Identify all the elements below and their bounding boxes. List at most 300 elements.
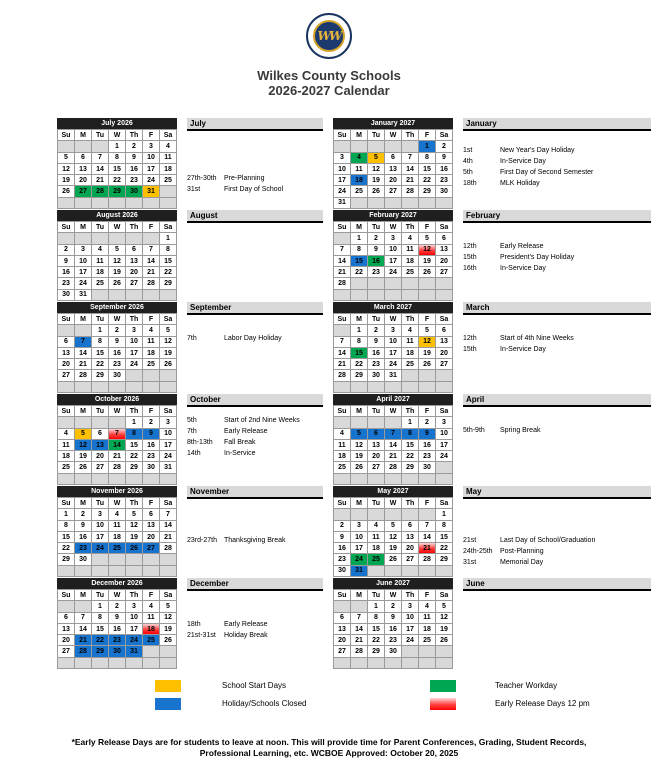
day-cell: 31 — [126, 646, 142, 656]
day-cell: 2 — [368, 325, 384, 335]
day-of-week-header: M — [75, 498, 91, 508]
day-cell: 15 — [351, 256, 367, 266]
empty-day-cell — [160, 474, 176, 484]
day-cell: 11 — [419, 613, 435, 623]
event-description: Start of 4th Nine Weeks — [500, 335, 574, 342]
empty-day-cell — [385, 474, 401, 484]
day-cell: 6 — [143, 509, 159, 519]
day-cell: 9 — [436, 153, 452, 163]
day-cell: 10 — [126, 613, 142, 623]
day-cell: 4 — [143, 601, 159, 611]
empty-day-cell — [402, 566, 418, 576]
day-of-week-header: Sa — [160, 130, 176, 140]
empty-day-cell — [368, 417, 384, 427]
day-cell: 22 — [402, 451, 418, 461]
day-cell: 9 — [126, 153, 142, 163]
day-cell: 2 — [58, 245, 74, 255]
day-cell: 17 — [436, 440, 452, 450]
day-cell: 13 — [143, 521, 159, 531]
empty-day-cell — [92, 233, 108, 243]
day-cell: 19 — [75, 451, 91, 461]
legend — [0, 678, 658, 718]
empty-day-cell — [143, 658, 159, 668]
day-cell: 6 — [368, 429, 384, 439]
day-of-week-header: Th — [126, 314, 142, 324]
day-cell: 31 — [385, 370, 401, 380]
day-cell: 12 — [126, 521, 142, 531]
day-cell: 26 — [160, 635, 176, 645]
day-cell: 3 — [143, 141, 159, 151]
empty-day-cell — [75, 233, 91, 243]
month-calendar — [333, 118, 453, 210]
day-cell: 21 — [419, 543, 435, 553]
day-cell: 15 — [402, 440, 418, 450]
day-cell: 24 — [334, 186, 350, 196]
event-description: New Year's Day Holiday — [500, 147, 575, 154]
empty-day-cell — [351, 417, 367, 427]
day-cell: 3 — [126, 601, 142, 611]
day-cell: 9 — [368, 337, 384, 347]
empty-day-cell — [58, 233, 74, 243]
month-day-grid — [57, 221, 177, 301]
empty-day-cell — [368, 566, 384, 576]
day-cell: 7 — [143, 245, 159, 255]
month-events-heading: December — [187, 578, 323, 591]
empty-day-cell — [126, 474, 142, 484]
day-of-week-header: Sa — [160, 406, 176, 416]
footer-line-2: Professional Learning, etc. WCBOE Approved: October 20, 2025 — [199, 748, 459, 758]
day-cell: 21 — [402, 175, 418, 185]
day-cell: 3 — [402, 601, 418, 611]
empty-day-cell — [334, 325, 350, 335]
day-cell: 26 — [109, 278, 125, 288]
day-cell: 3 — [351, 521, 367, 531]
day-of-week-header: F — [419, 314, 435, 324]
day-cell: 20 — [436, 348, 452, 358]
day-of-week-header: M — [75, 406, 91, 416]
page-title — [0, 68, 658, 98]
day-cell: 13 — [385, 164, 401, 174]
day-of-week-header: Sa — [436, 406, 452, 416]
day-cell: 25 — [58, 462, 74, 472]
empty-day-cell — [402, 198, 418, 208]
day-cell: 3 — [385, 233, 401, 243]
empty-day-cell — [385, 141, 401, 151]
day-cell: 10 — [402, 613, 418, 623]
day-of-week-header: W — [109, 314, 125, 324]
day-cell: 22 — [368, 635, 384, 645]
day-cell: 8 — [126, 429, 142, 439]
day-cell: 12 — [419, 245, 435, 255]
day-cell: 13 — [75, 164, 91, 174]
event-date: 7th — [187, 335, 197, 342]
empty-day-cell — [368, 290, 384, 300]
day-of-week-header: F — [143, 314, 159, 324]
event-description: Start of 2nd Nine Weeks — [224, 417, 300, 424]
month-events-heading: March — [463, 302, 651, 315]
month-day-grid — [57, 497, 177, 577]
empty-day-cell — [334, 233, 350, 243]
day-cell: 27 — [58, 646, 74, 656]
event-line — [187, 632, 268, 639]
day-cell: 26 — [419, 267, 435, 277]
day-cell: 27 — [143, 543, 159, 553]
empty-day-cell — [436, 474, 452, 484]
day-cell: 15 — [160, 256, 176, 266]
empty-day-cell — [109, 658, 125, 668]
empty-day-cell — [126, 198, 142, 208]
day-cell: 15 — [368, 624, 384, 634]
day-cell: 4 — [143, 325, 159, 335]
empty-day-cell — [419, 290, 435, 300]
empty-day-cell — [160, 566, 176, 576]
day-cell: 23 — [109, 635, 125, 645]
day-of-week-header: Th — [402, 222, 418, 232]
month-calendar — [57, 302, 177, 394]
month-day-grid — [57, 313, 177, 393]
day-cell: 8 — [436, 521, 452, 531]
empty-day-cell — [92, 417, 108, 427]
day-cell: 25 — [334, 462, 350, 472]
empty-day-cell — [334, 601, 350, 611]
event-line — [187, 335, 282, 342]
day-cell: 24 — [126, 635, 142, 645]
month-events — [187, 394, 323, 486]
event-description: In-Service Day — [500, 158, 546, 165]
event-description: Thanksgiving Break — [224, 537, 286, 544]
day-cell: 22 — [58, 543, 74, 553]
day-of-week-header: Su — [58, 314, 74, 324]
day-of-week-header: Sa — [160, 314, 176, 324]
day-cell: 21 — [334, 267, 350, 277]
day-of-week-header: Su — [58, 590, 74, 600]
legend-swatch-green — [430, 680, 456, 692]
month-title: February 2027 — [333, 210, 453, 221]
day-cell: 13 — [436, 245, 452, 255]
day-cell: 3 — [436, 417, 452, 427]
empty-day-cell — [92, 554, 108, 564]
day-cell: 3 — [92, 509, 108, 519]
day-cell: 25 — [351, 186, 367, 196]
day-cell: 12 — [58, 164, 74, 174]
day-cell: 26 — [368, 186, 384, 196]
day-of-week-header: M — [75, 314, 91, 324]
event-description: In-Service — [224, 450, 256, 457]
event-line — [463, 335, 574, 342]
day-cell: 9 — [334, 532, 350, 542]
day-cell: 19 — [109, 267, 125, 277]
day-cell: 31 — [334, 198, 350, 208]
day-cell: 8 — [419, 153, 435, 163]
day-cell: 8 — [160, 245, 176, 255]
day-cell: 15 — [92, 624, 108, 634]
legend-swatch-yellow — [155, 680, 181, 692]
day-cell: 27 — [75, 186, 91, 196]
day-cell: 13 — [334, 624, 350, 634]
month-events-heading: November — [187, 486, 323, 499]
day-cell: 8 — [351, 245, 367, 255]
empty-day-cell — [436, 566, 452, 576]
empty-day-cell — [109, 566, 125, 576]
empty-day-cell — [368, 658, 384, 668]
day-cell: 7 — [75, 337, 91, 347]
empty-day-cell — [109, 233, 125, 243]
day-cell: 16 — [58, 267, 74, 277]
empty-day-cell — [436, 646, 452, 656]
day-of-week-header: Su — [334, 222, 350, 232]
day-cell: 19 — [436, 624, 452, 634]
empty-day-cell — [351, 278, 367, 288]
day-cell: 26 — [126, 543, 142, 553]
empty-day-cell — [92, 290, 108, 300]
empty-day-cell — [58, 601, 74, 611]
day-of-week-header: Th — [126, 130, 142, 140]
day-cell: 30 — [75, 554, 91, 564]
day-cell: 7 — [334, 337, 350, 347]
day-cell: 31 — [160, 462, 176, 472]
day-cell: 26 — [351, 462, 367, 472]
event-description: MLK Holiday — [500, 180, 540, 187]
day-cell: 11 — [402, 245, 418, 255]
empty-day-cell — [126, 566, 142, 576]
empty-day-cell — [143, 198, 159, 208]
empty-day-cell — [351, 141, 367, 151]
empty-day-cell — [143, 474, 159, 484]
day-cell: 30 — [419, 462, 435, 472]
day-cell: 23 — [109, 359, 125, 369]
day-of-week-header: Th — [402, 406, 418, 416]
day-of-week-header: Sa — [436, 590, 452, 600]
day-cell: 4 — [402, 233, 418, 243]
empty-day-cell — [109, 554, 125, 564]
empty-day-cell — [126, 370, 142, 380]
event-description: Fall Break — [224, 439, 256, 446]
day-cell: 10 — [436, 429, 452, 439]
day-cell: 15 — [58, 532, 74, 542]
day-of-week-header: M — [351, 498, 367, 508]
logo-ww-monogram: WW — [313, 20, 345, 52]
day-of-week-header: Sa — [436, 222, 452, 232]
day-cell: 7 — [334, 245, 350, 255]
day-of-week-header: Su — [334, 130, 350, 140]
day-cell: 18 — [109, 532, 125, 542]
day-of-week-header: Su — [58, 130, 74, 140]
day-of-week-header: M — [351, 130, 367, 140]
empty-day-cell — [402, 646, 418, 656]
day-cell: 19 — [58, 175, 74, 185]
day-cell: 28 — [92, 186, 108, 196]
event-description: Labor Day Holiday — [224, 335, 282, 342]
day-cell: 30 — [109, 646, 125, 656]
empty-day-cell — [402, 278, 418, 288]
month-events — [187, 486, 323, 578]
months-grid — [57, 118, 651, 670]
day-cell: 1 — [92, 325, 108, 335]
legend-label: Teacher Workday — [495, 681, 558, 690]
day-cell: 14 — [334, 256, 350, 266]
day-cell: 14 — [334, 348, 350, 358]
day-cell: 13 — [402, 532, 418, 542]
event-date: 7th — [187, 428, 197, 435]
event-date: 5th — [463, 169, 473, 176]
day-cell: 23 — [368, 359, 384, 369]
empty-day-cell — [143, 233, 159, 243]
day-cell: 22 — [351, 359, 367, 369]
event-line — [463, 243, 544, 250]
month-day-grid — [333, 129, 453, 209]
day-cell: 1 — [419, 141, 435, 151]
day-cell: 17 — [126, 348, 142, 358]
day-of-week-header: Su — [334, 590, 350, 600]
month-calendar — [333, 486, 453, 578]
day-of-week-header: Sa — [160, 590, 176, 600]
day-of-week-header: Sa — [436, 498, 452, 508]
day-cell: 15 — [436, 532, 452, 542]
day-cell: 25 — [402, 359, 418, 369]
day-cell: 3 — [126, 325, 142, 335]
empty-day-cell — [402, 474, 418, 484]
day-cell: 8 — [402, 429, 418, 439]
day-cell: 24 — [143, 175, 159, 185]
event-line — [463, 265, 546, 272]
empty-day-cell — [419, 278, 435, 288]
day-cell: 3 — [334, 153, 350, 163]
day-cell: 30 — [368, 370, 384, 380]
day-of-week-header: F — [419, 498, 435, 508]
day-of-week-header: Sa — [160, 498, 176, 508]
empty-day-cell — [368, 198, 384, 208]
day-cell: 17 — [385, 348, 401, 358]
event-description: In-Service Day — [500, 346, 546, 353]
event-description: Spring Break — [500, 427, 541, 434]
title-calendar-year: 2026-2027 Calendar — [268, 83, 390, 98]
day-cell: 7 — [92, 153, 108, 163]
event-line — [463, 559, 543, 566]
empty-day-cell — [419, 646, 435, 656]
month-events-heading: September — [187, 302, 323, 315]
day-cell: 12 — [160, 613, 176, 623]
empty-day-cell — [402, 141, 418, 151]
day-cell: 9 — [58, 256, 74, 266]
day-of-week-header: W — [385, 130, 401, 140]
day-cell: 23 — [143, 451, 159, 461]
month-calendar — [57, 118, 177, 210]
day-of-week-header: Tu — [92, 130, 108, 140]
day-cell: 10 — [334, 164, 350, 174]
event-date: 21st-31st — [187, 632, 216, 639]
month-events — [187, 302, 323, 394]
event-line — [463, 147, 574, 154]
empty-day-cell — [58, 382, 74, 392]
empty-day-cell — [75, 198, 91, 208]
event-line — [187, 186, 283, 193]
day-cell: 5 — [58, 153, 74, 163]
empty-day-cell — [75, 601, 91, 611]
day-cell: 27 — [402, 554, 418, 564]
day-cell: 21 — [75, 635, 91, 645]
day-cell: 17 — [126, 624, 142, 634]
empty-day-cell — [92, 141, 108, 151]
day-cell: 26 — [419, 359, 435, 369]
event-line — [187, 450, 256, 457]
day-cell: 26 — [75, 462, 91, 472]
event-description: President's Day Holiday — [500, 254, 575, 261]
day-cell: 4 — [58, 429, 74, 439]
day-cell: 10 — [160, 429, 176, 439]
day-cell: 17 — [334, 175, 350, 185]
day-cell: 19 — [419, 256, 435, 266]
day-cell: 23 — [368, 267, 384, 277]
month-calendar — [333, 394, 453, 486]
event-line — [463, 254, 574, 261]
day-cell: 24 — [402, 635, 418, 645]
day-cell: 2 — [436, 141, 452, 151]
empty-day-cell — [109, 290, 125, 300]
day-cell: 24 — [75, 278, 91, 288]
month-events-heading: May — [463, 486, 651, 499]
day-cell: 16 — [75, 532, 91, 542]
day-cell: 24 — [92, 543, 108, 553]
day-cell: 1 — [92, 601, 108, 611]
day-cell: 5 — [419, 325, 435, 335]
empty-day-cell — [368, 509, 384, 519]
school-logo — [306, 13, 352, 59]
day-cell: 11 — [334, 440, 350, 450]
day-cell: 12 — [75, 440, 91, 450]
empty-day-cell — [160, 554, 176, 564]
day-cell: 12 — [351, 440, 367, 450]
day-cell: 10 — [143, 153, 159, 163]
day-cell: 14 — [75, 348, 91, 358]
month-title: June 2027 — [333, 578, 453, 589]
month-calendar — [57, 210, 177, 302]
day-cell: 14 — [75, 624, 91, 634]
event-description: First Day of Second Semester — [500, 169, 594, 176]
empty-day-cell — [334, 141, 350, 151]
empty-day-cell — [385, 658, 401, 668]
day-cell: 13 — [58, 624, 74, 634]
month-day-grid — [57, 405, 177, 485]
day-of-week-header: Sa — [436, 314, 452, 324]
day-cell: 16 — [419, 440, 435, 450]
day-cell: 22 — [126, 451, 142, 461]
day-cell: 6 — [58, 337, 74, 347]
day-cell: 29 — [92, 370, 108, 380]
day-cell: 18 — [402, 348, 418, 358]
month-calendar — [57, 578, 177, 670]
event-line — [187, 175, 264, 182]
empty-day-cell — [419, 198, 435, 208]
day-cell: 2 — [109, 325, 125, 335]
day-of-week-header: Tu — [92, 406, 108, 416]
day-cell: 23 — [436, 175, 452, 185]
day-cell: 18 — [368, 543, 384, 553]
day-cell: 15 — [109, 164, 125, 174]
legend-label: School Start Days — [222, 681, 287, 690]
day-cell: 8 — [368, 613, 384, 623]
day-cell: 29 — [402, 462, 418, 472]
legend-swatch-red — [430, 698, 456, 710]
day-cell: 1 — [126, 417, 142, 427]
empty-day-cell — [143, 646, 159, 656]
day-cell: 12 — [160, 337, 176, 347]
day-cell: 5 — [75, 429, 91, 439]
day-of-week-header: Tu — [368, 314, 384, 324]
day-cell: 11 — [92, 256, 108, 266]
day-cell: 19 — [368, 175, 384, 185]
empty-day-cell — [419, 658, 435, 668]
day-of-week-header: F — [143, 590, 159, 600]
